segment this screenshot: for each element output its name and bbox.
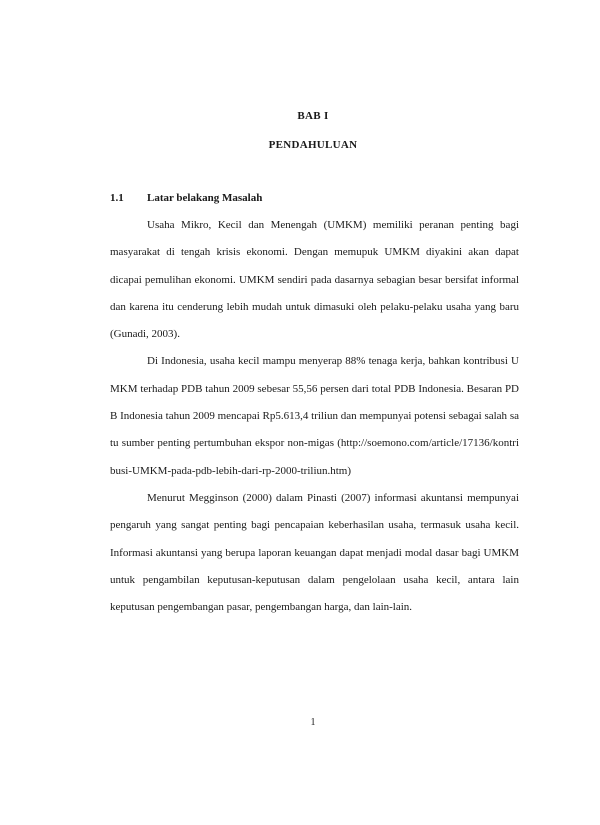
- paragraph-umkm-indonesia: Di Indonesia, usaha kecil mampu menyerap 88% tenaga kerja, bahkan kontribusi UMKM terhadap PDB tahun 2009 sebesar 55,56 persen dari total PDB Indonesia. Besaran PDB Indonesia tahun 2009 mencapai Rp5.613,4 triliun dan mempunyai potensi sebagai salah satu sumber penting pertumbuhan ekspor non-migas (http://soemono.com/article/17136/kontribusi-UMKM-pada-pdb-lebih-dari-rp-2000-triliun.htm): [110, 355, 519, 477]
- paragraph-informasi-akuntansi: Menurut Megginson (2000) dalam Pinasti (2007) informasi akuntansi mempunyai pengaruh yang sangat penting bagi pencapaian keberhasilan usaha, termasuk usaha kecil. Informasi akuntansi yang berupa laporan keuangan dapat menjadi modal dasar bagi UMKM untuk pengambilan keputusan-keputusan dalam pengelolaan usaha kecil, antara lain keputusan pengembangan pasar, pengembangan harga, dan lain-lain.: [110, 491, 519, 614]
- page-number: 1: [310, 717, 316, 728]
- chapter-title: PENDAHULUAN: [268, 139, 358, 151]
- body-text: [110, 212, 519, 621]
- section-heading: [110, 192, 262, 204]
- chapter-label: BAB I: [297, 110, 329, 122]
- section-title: Latar belakang Masalah: [147, 192, 263, 204]
- section-number: 1.1: [110, 192, 124, 204]
- paragraph-umkm-peranan: Usaha Mikro, Kecil dan Menengah (UMKM) memiliki peranan penting bagi masyarakat di tengah krisis ekonomi. Dengan memupuk UMKM diyakini akan dapat dicapai pemulihan ekonomi. UMKM sendiri pada dasarnya sebagian besar bersifat informal dan karena itu cenderung lebih mudah untuk dimasuki oleh pelaku-pelaku usaha yang baru (Gunadi, 2003).: [110, 219, 519, 341]
